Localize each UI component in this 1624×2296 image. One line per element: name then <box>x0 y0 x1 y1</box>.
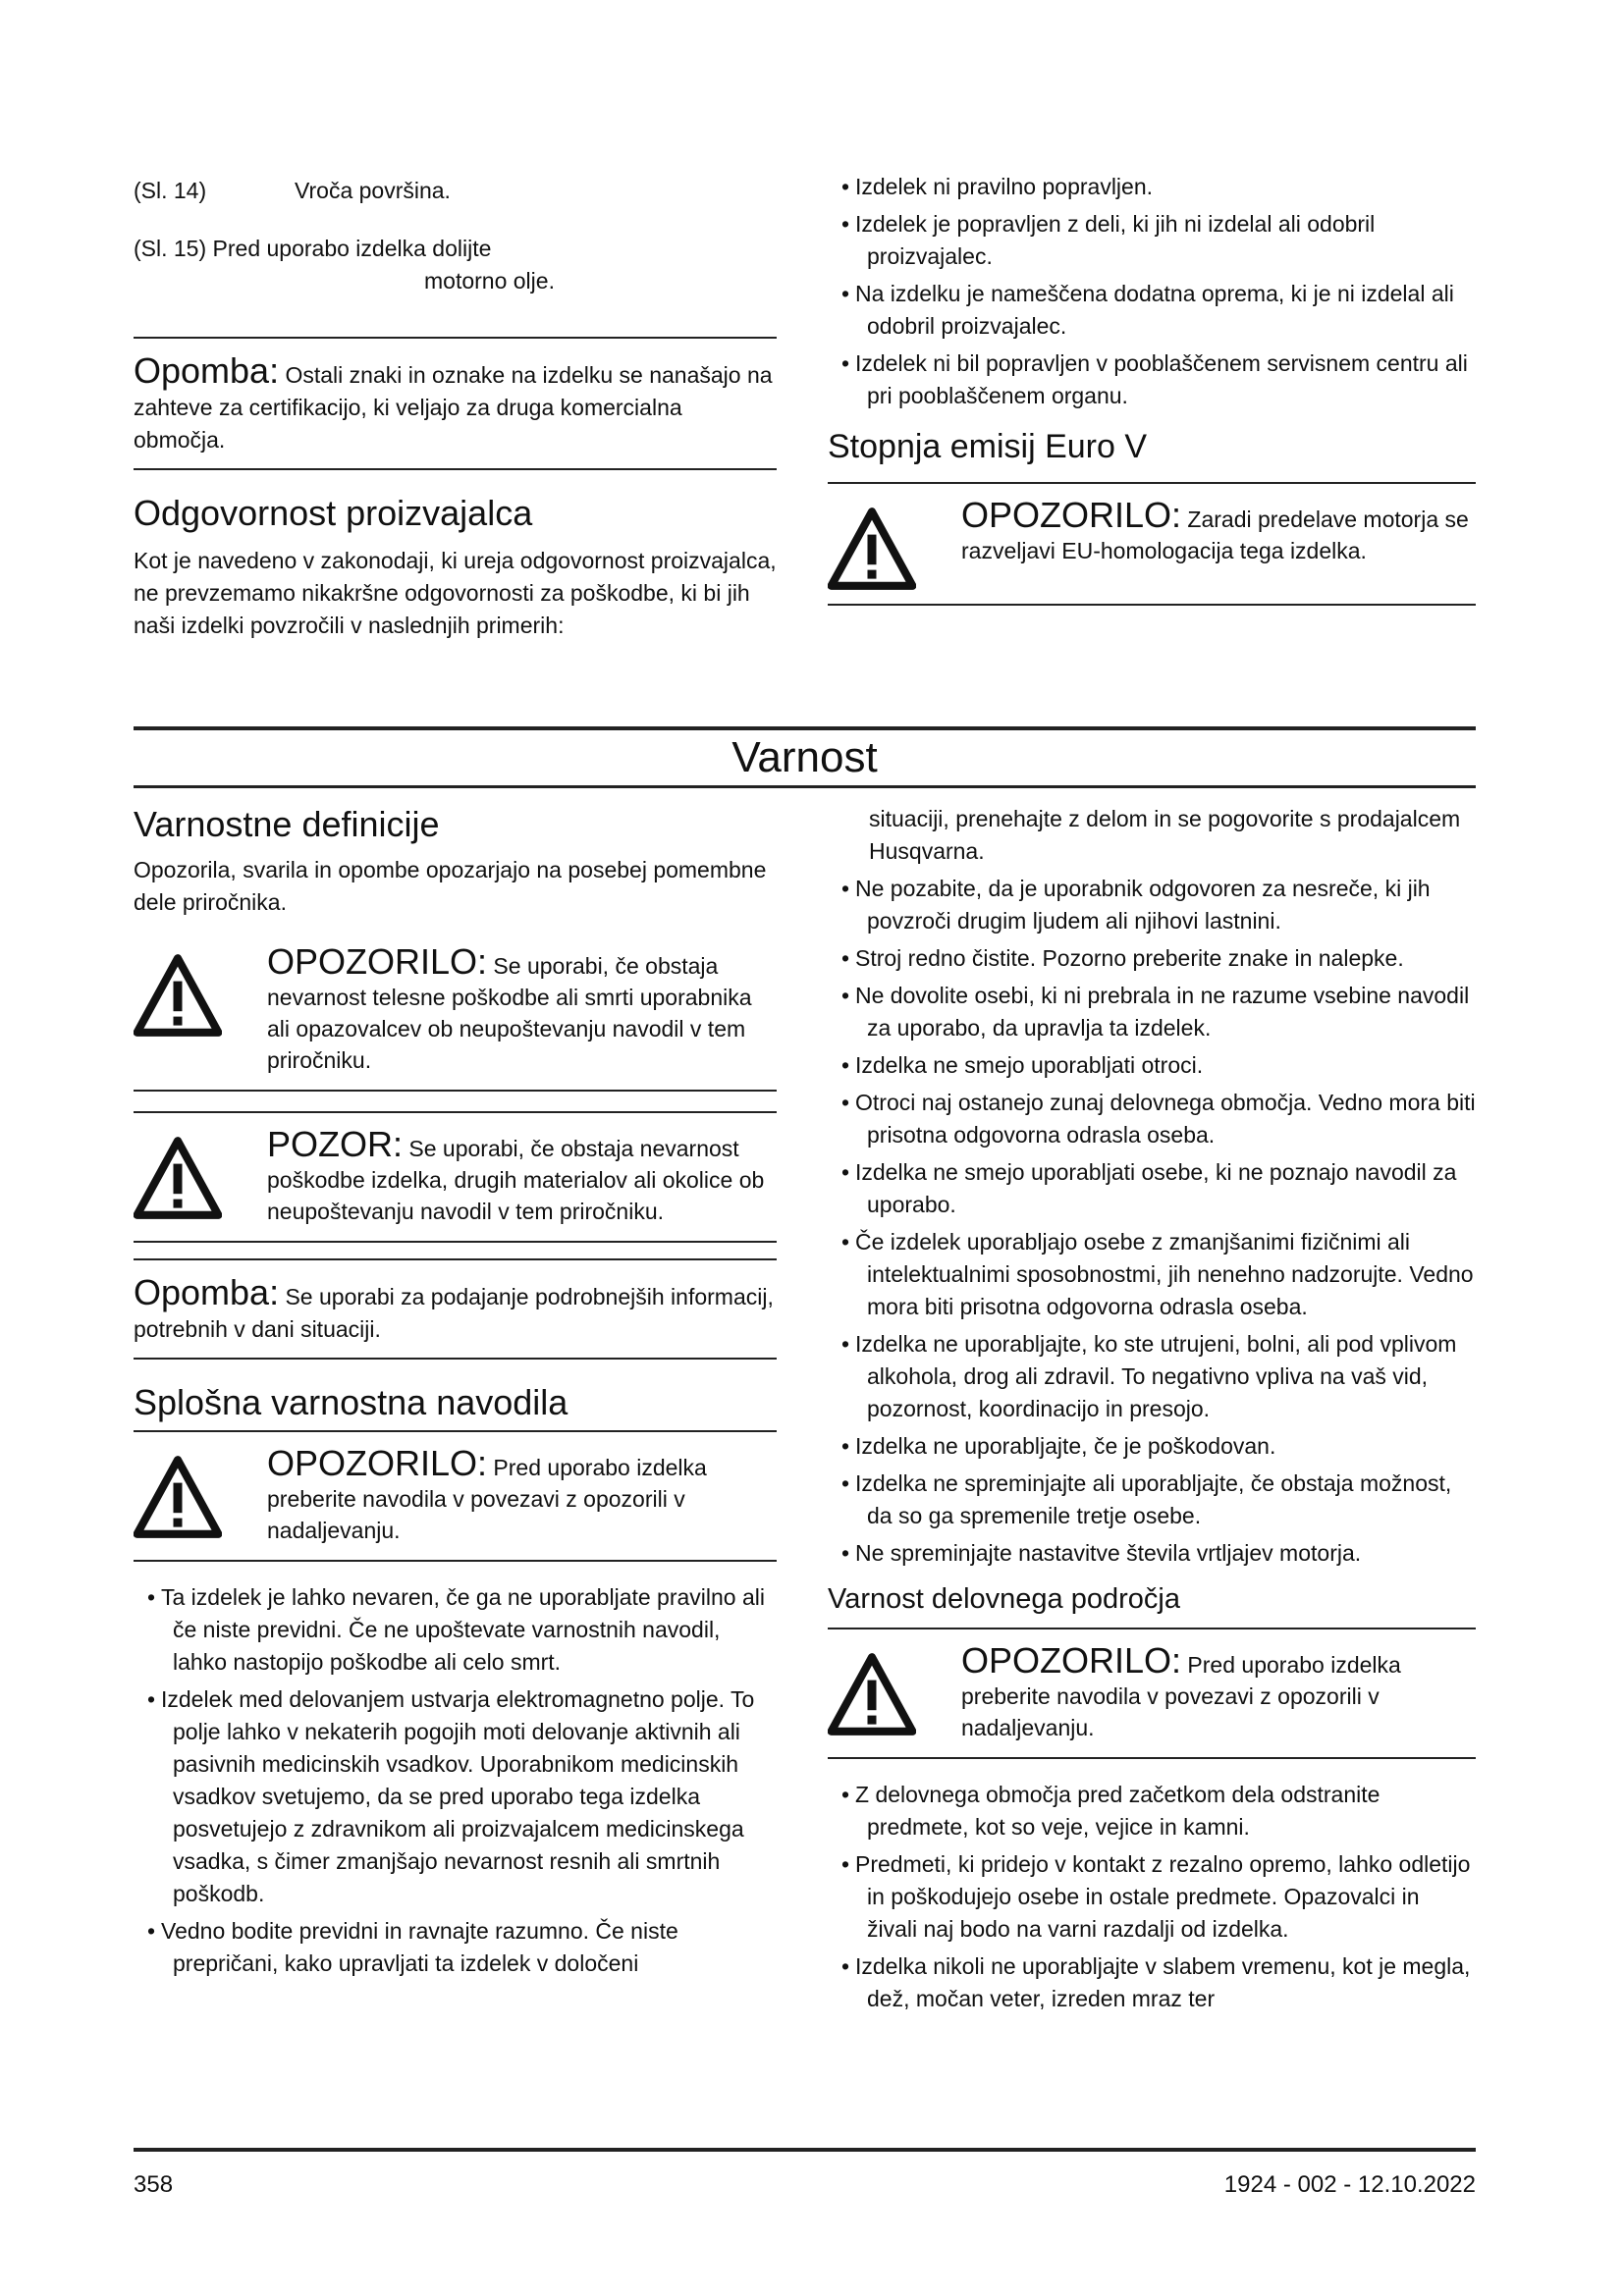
page-number: 358 <box>134 2171 174 2198</box>
list-item: • Če izdelek uporabljajo osebe z zmanjšanimi fizičnimi ali intelektualnimi sposobnostmi, jih nenehno nadzorujte. Vedno mora biti prisotna odgovorna odrasla oseba. <box>841 1229 1474 1319</box>
caution-text: Se uporabi, če obstaja nevarnost poškodbe izdelka, drugih materialov ali okolice ob neupoštevanju navodil v tem priročniku. <box>267 1136 765 1224</box>
warning-label: OPOZORILO: <box>961 1640 1182 1681</box>
warning-triangle-icon <box>134 942 267 1037</box>
list-item: • Z delovnega območja pred začetkom dela odstranite predmete, kot so veje, vejice in kamni. <box>841 1782 1380 1840</box>
work-area-heading: Varnost delovnega področja <box>828 1583 1180 1615</box>
warning-text: Pred uporabo izdelka preberite navodila v povezavi z opozorili v nadaljevanju. <box>267 1455 707 1543</box>
warning-text: Se uporabi, če obstaja nevarnost telesne poškodbe ali smrti uporabnika ali opazovalcev ob neupoštevanju navodil v tem priročniku. <box>267 953 752 1073</box>
list-item: • Ne dovolite osebi, ki ni prebrala in ne razume vsebine navodil za uporabo, da upravlja ta izdelek. <box>841 983 1470 1041</box>
list-item: • Otroci naj ostanejo zunaj delovnega območja. Vedno mora biti prisotna odgovorna odrasla oseba. <box>841 1090 1476 1148</box>
continued-text: situaciji, prenehajte z delom in se pogovorite s prodajalcem Husqvarna. <box>869 806 1461 864</box>
liability-list <box>828 171 1476 412</box>
general-safety-list-continued <box>828 873 1476 1570</box>
bottom-right-column <box>828 803 1476 2020</box>
note-label: Opomba: <box>134 350 280 391</box>
list-item: • Izdelek je popravljen z deli, ki jih ni izdelal ali odobril proizvajalec. <box>841 211 1376 269</box>
warning-label: OPOZORILO: <box>961 495 1182 535</box>
work-area-warning-box <box>828 1628 1476 1759</box>
caution-definition-box <box>134 1111 777 1243</box>
caution-label: POZOR: <box>267 1124 404 1164</box>
list-item: • Izdelek ni bil popravljen v pooblaščenem servisnem centru ali pri pooblaščenem organu. <box>841 350 1468 408</box>
list-item: • Izdelka ne uporabljajte, če je poškodovan. <box>841 1433 1276 1459</box>
warning-text: Pred uporabo izdelka preberite navodila v povezavi z opozorili v nadaljevanju. <box>961 1652 1401 1740</box>
warning-triangle-icon <box>828 1641 961 1735</box>
figure-14-text: Vroča površina. <box>295 178 451 203</box>
warning-triangle-icon <box>828 496 961 590</box>
figure-15-row <box>134 233 777 297</box>
top-right-column <box>828 171 1476 606</box>
footer-rule <box>134 2148 1476 2152</box>
warning-triangle-icon <box>134 1444 267 1538</box>
note-block <box>134 339 777 468</box>
liability-text: Kot je navedeno v zakonodaji, ki ureja odgovornost proizvajalca, ne prevzemamo nikakršne odgovornosti za poškodbe, ki bi jih naši izdelki povzročili v naslednjih primerih: <box>134 548 777 638</box>
general-warning-box <box>134 1430 777 1562</box>
warning-definition-box <box>134 931 777 1092</box>
figure-14-row <box>134 175 777 207</box>
general-safety-list <box>134 1581 777 1980</box>
warning-triangle-icon <box>134 1125 267 1219</box>
definitions-heading: Varnostne definicije <box>134 804 440 844</box>
note-definition-block <box>134 1260 777 1358</box>
warning-text: Zaradi predelave motorja se razveljavi EU-homologacija tega izdelka. <box>961 507 1469 563</box>
list-item: • Izdelek med delovanjem ustvarja elektromagnetno polje. To polje lahko v nekaterih pogojih moti delovanje aktivnih ali pasivnih medicinskih vsadkov. Uporabnikom medicinskih vsadkov svetujemo, da se pred uporabo tega izdelka posvetujejo z zdravnikom ali proizvajalcem medicinskega vsadka, s čimer zmanjšajo nevarnost resnih ali smrtnih poškodb. <box>147 1686 755 1906</box>
list-item: • Vedno bodite previdni in ravnajte razumno. Če niste prepričani, kako upravljati ta izdelek v določeni <box>147 1918 678 1976</box>
figure-14-number: (Sl. 14) <box>134 178 207 203</box>
document-id: 1924 - 002 - 12.10.2022 <box>1223 2171 1476 2198</box>
list-item: • Izdelka ne smejo uporabljati otroci. <box>841 1052 1204 1078</box>
emission-warning-box <box>828 482 1476 606</box>
warning-label: OPOZORILO: <box>267 941 488 982</box>
section-title: Varnost <box>731 733 878 781</box>
section-title-band <box>134 726 1476 788</box>
list-item: • Na izdelku je nameščena dodatna oprema, ki je ni izdelal ali odobril proizvajalec. <box>841 281 1454 339</box>
list-item: • Ne pozabite, da je uporabnik odgovoren za nesreče, ki jih povzroči drugim ljudem ali njihovi lastnini. <box>841 876 1431 934</box>
list-item: • Izdelka nikoli ne uporabljajte v slabem vremenu, kot je megla, dež, močan veter, izreden mraz ter <box>841 1953 1471 2011</box>
work-area-list <box>828 1779 1476 2015</box>
warning-label: OPOZORILO: <box>267 1443 488 1483</box>
bottom-left-column <box>134 803 777 1985</box>
list-item: • Izdelek ni pravilno popravljen. <box>841 174 1154 199</box>
list-item: • Izdelka ne uporabljajte, ko ste utrujeni, bolni, ali pod vplivom alkohola, drog ali zdravil. To negativno vpliva na vaš vid, pozornost, koordinacijo in presojo. <box>841 1331 1457 1421</box>
list-item: • Izdelka ne spreminjajte ali uporabljajte, če obstaja možnost, da so ga spremenile tretje osebe. <box>841 1470 1452 1528</box>
note-text: Ostali znaki in oznake na izdelku se nanašajo na zahteve za certifikacijo, ki veljajo za druga komercialna območja. <box>134 362 773 453</box>
list-item: • Izdelka ne smejo uporabljati osebe, ki ne poznajo navodil za uporabo. <box>841 1159 1457 1217</box>
note-text: Se uporabi za podajanje podrobnejših informacij, potrebnih v dani situaciji. <box>134 1284 774 1342</box>
figure-15-continuation: motorno olje. <box>424 268 555 294</box>
list-item: • Stroj redno čistite. Pozorno preberite znake in nalepke. <box>841 945 1404 971</box>
figure-15-text: (Sl. 15) Pred uporabo izdelka dolijte <box>134 236 492 261</box>
list-item: • Predmeti, ki pridejo v kontakt z rezalno opremo, lahko odletijo in poškodujejo osebe in ostale predmete. Opazovalci in živali naj bodo na varni razdalji od izdelka. <box>841 1851 1471 1942</box>
list-item: • Ta izdelek je lahko nevaren, če ga ne uporabljate pravilno ali če niste previdni. Če ne upoštevate varnostnih navodil, lahko nastopijo poškodbe ali celo smrt. <box>147 1584 766 1675</box>
note-label: Opomba: <box>134 1272 280 1312</box>
liability-heading: Odgovornost proizvajalca <box>134 493 533 533</box>
emission-heading: Stopnja emisij Euro V <box>828 428 1148 465</box>
definitions-text: Opozorila, svarila in opombe opozarjajo na posebej pomembne dele priročnika. <box>134 857 767 915</box>
list-item: • Ne spreminjajte nastavitve števila vrtljajev motorja. <box>841 1540 1362 1566</box>
general-safety-heading: Splošna varnostna navodila <box>134 1382 568 1422</box>
top-left-column <box>134 175 777 642</box>
